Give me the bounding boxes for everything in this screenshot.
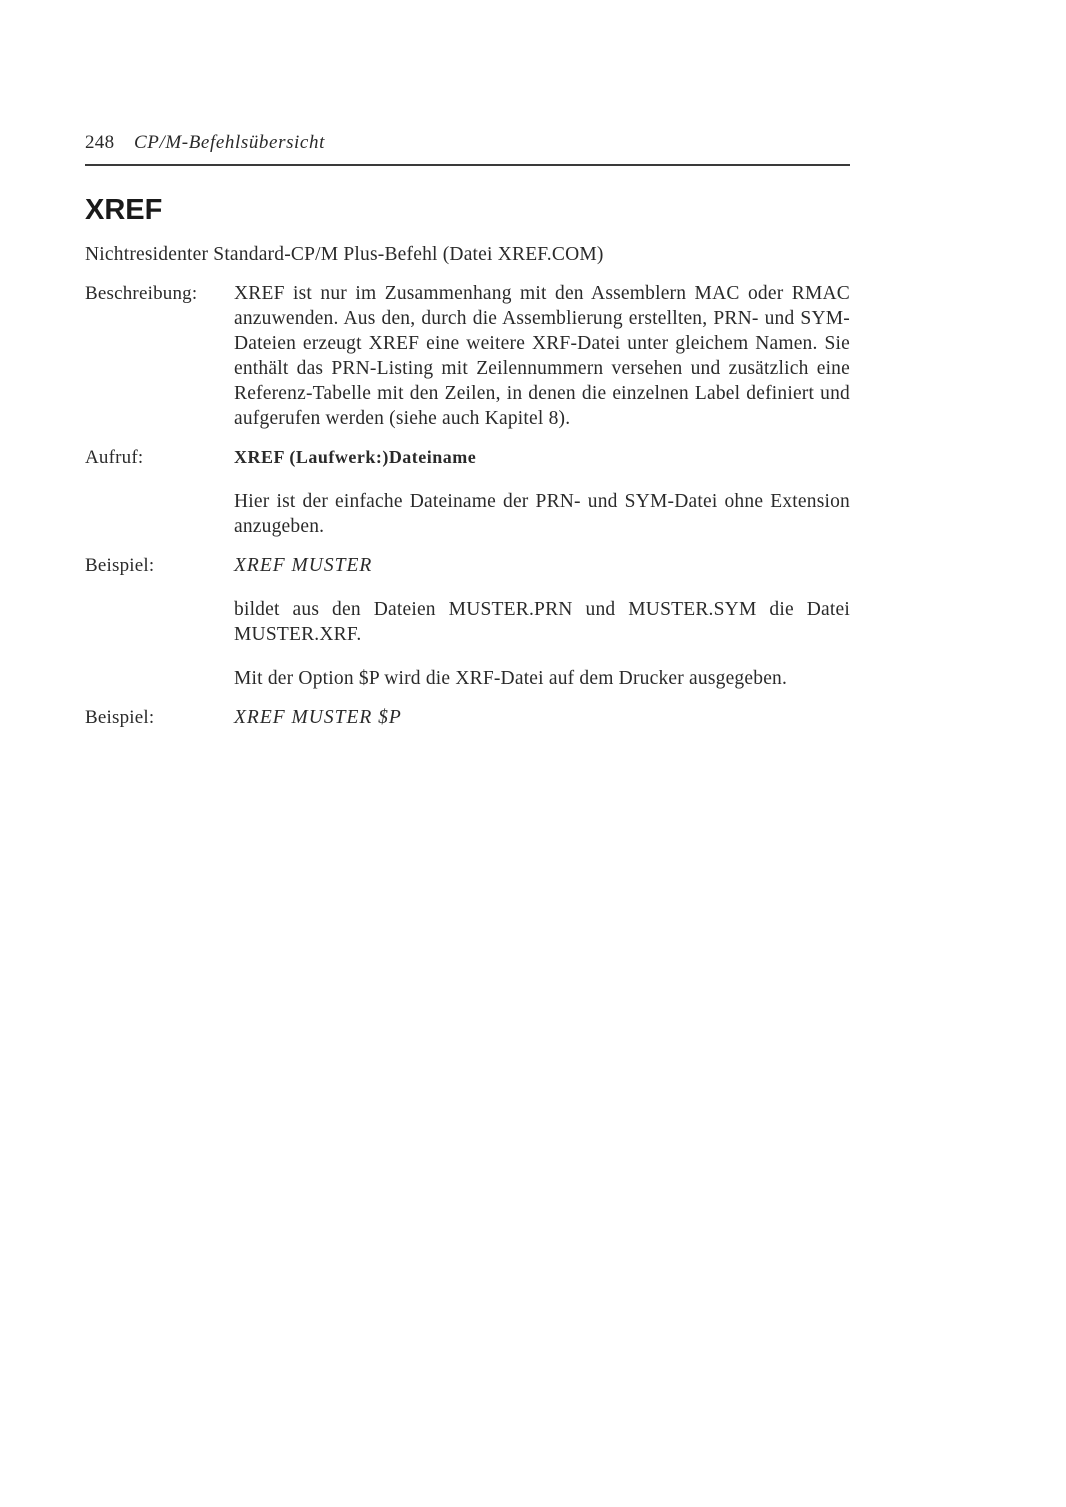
command-title: XREF xyxy=(85,194,163,226)
running-title: CP/M-Befehlsübersicht xyxy=(134,132,325,153)
page-header xyxy=(85,130,850,166)
page-content xyxy=(85,192,850,744)
example-entry-2 xyxy=(85,705,850,730)
example-body-1 xyxy=(234,553,850,691)
example-body-2 xyxy=(234,705,850,730)
call-note: Hier ist der einfache Dateiname der PRN- und SYM-Datei ohne Extension anzugeben. xyxy=(234,491,850,537)
call-entry xyxy=(85,445,850,539)
description-body xyxy=(234,281,850,431)
call-label: Aufruf: xyxy=(85,447,144,468)
page-number: 248 xyxy=(85,132,115,153)
description-label: Beschreibung: xyxy=(85,283,198,304)
command-subtitle: Nichtresidenter Standard-CP/M Plus-Befehl (Datei XREF.COM) xyxy=(85,244,604,265)
example-command-2: XREF MUSTER $P xyxy=(234,707,402,728)
description-text: XREF ist nur im Zusammenhang mit den Assemblern MAC oder RMAC anzuwenden. Aus den, durch die Assemblierung erstellten, PRN- und SYM-Dateien erzeugt XREF eine weitere XRF-Datei unter gleichem Namen. Sie enthält das PRN-Listing mit Zeilennummern versehen und zusätzlich eine Referenz-Tabelle mit den Zeilen, in denen die einzelnen Label definiert und aufgerufen werden (siehe auch Kapitel 8). xyxy=(234,283,850,429)
example-entry-1 xyxy=(85,553,850,691)
call-body xyxy=(234,445,850,539)
example-label-1: Beispiel: xyxy=(85,555,155,576)
call-syntax: XREF (Laufwerk:)Dateiname xyxy=(234,447,477,467)
description-entry xyxy=(85,281,850,431)
example-text-1: bildet aus den Dateien MUSTER.PRN und MUSTER.SYM die Datei MUSTER.XRF. xyxy=(234,599,850,645)
example-label-2: Beispiel: xyxy=(85,707,155,728)
example-command-1: XREF MUSTER xyxy=(234,555,373,576)
example-text-2: Mit der Option $P wird die XRF-Datei auf dem Drucker ausgegeben. xyxy=(234,668,788,689)
